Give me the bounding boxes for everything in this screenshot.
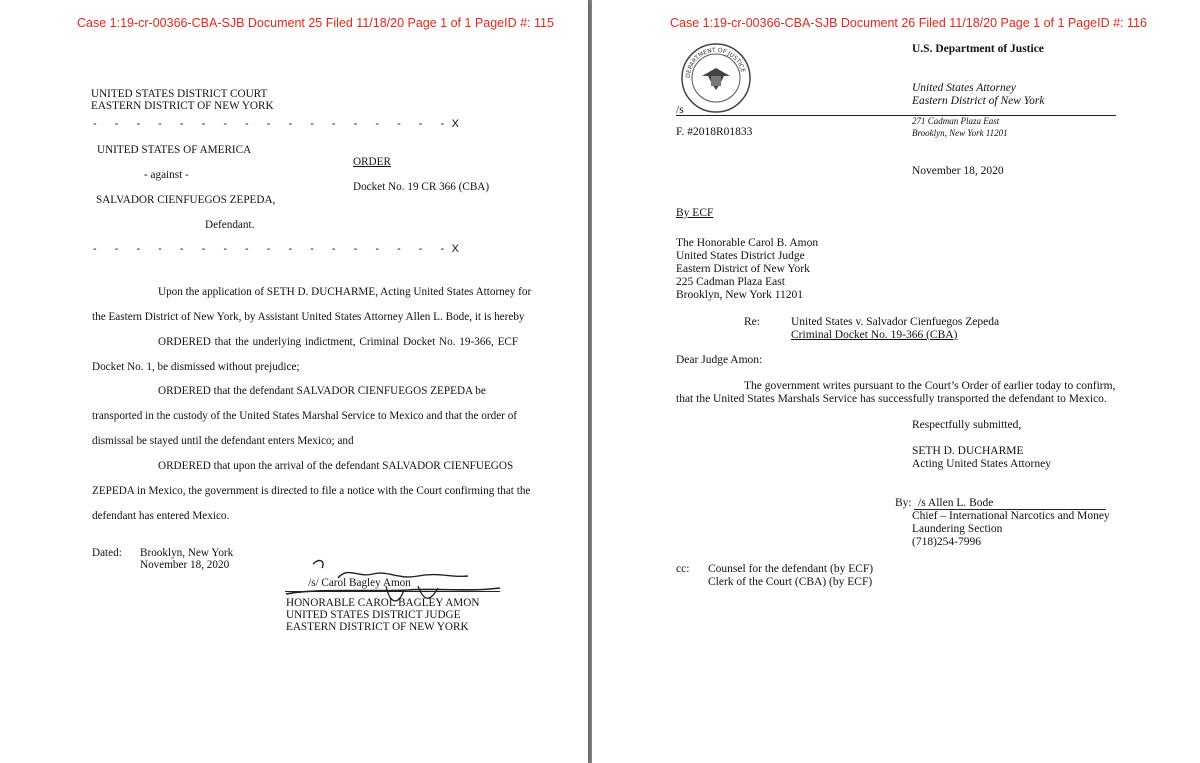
file-number: F. #2018R01833 [676, 126, 753, 138]
order-body-line: ORDERED that upon the arrival of the defendant SALVADOR CIENFUEGOS [158, 460, 514, 472]
signature-text: /s/ Carol Bagley Amon [308, 577, 411, 589]
order-body-line: dismissal be stayed until the defendant enters Mexico; and [92, 435, 354, 447]
salutation: Dear Judge Amon: [676, 354, 763, 366]
recipient-line: Eastern District of New York [676, 263, 810, 275]
attorney-title: Acting United States Attorney [912, 458, 1051, 470]
letter-document-page [592, 0, 1200, 763]
dated-date: November 18, 2020 [140, 559, 230, 571]
address-line1: 271 Cadman Plaza East [912, 116, 1000, 126]
judge-title: UNITED STATES DISTRICT JUDGE [286, 609, 461, 621]
attorney-name: SETH D. DUCHARME [912, 445, 1024, 457]
caption-divider-bottom: - - - - - - - - - - - - - - - - -X [93, 243, 467, 255]
recipient-line: The Honorable Carol B. Amon [676, 237, 819, 249]
seal-lettering: DEPARTMENT OF JUSTICE [684, 46, 747, 79]
signer-phone: (718)254-7996 [912, 536, 981, 548]
re-line1: United States v. Salvador Cienfuegos Zepeda [791, 316, 1000, 328]
closing: Respectfully submitted, [912, 419, 1022, 431]
case-header: Case 1:19-cr-00366-CBA-SJB Document 25 Filed 11/18/20 Page 1 of 1 PageID #: 115 [77, 16, 554, 30]
cc-label: cc: [676, 563, 690, 575]
judge-district: EASTERN DISTRICT OF NEW YORK [286, 621, 469, 633]
defendant-name: SALVADOR CIENFUEGOS ZEPEDA, [96, 194, 276, 206]
against-text: - against - [144, 169, 189, 181]
docket-number: Docket No. 19 CR 366 (CBA) [353, 181, 490, 193]
court-name-line1: UNITED STATES DISTRICT COURT [91, 88, 268, 100]
attorney-initials: /s [676, 104, 684, 116]
re-label: Re: [744, 316, 760, 328]
order-body-line: ORDERED that the defendant SALVADOR CIENFUEGOS ZEPEDA be [158, 385, 486, 397]
department-name: U.S. Department of Justice [912, 43, 1044, 55]
by-signature: /s Allen L. Bode [918, 497, 994, 509]
by-label: By: [895, 497, 912, 509]
order-document-page [0, 0, 588, 763]
signer-title1: Chief – International Narcotics and Money [912, 510, 1110, 522]
letter-date: November 18, 2020 [912, 165, 1004, 177]
order-body-line: the Eastern District of New York, by Assistant United States Attorney Allen L. Bode, it is hereby [92, 311, 525, 323]
address-line2: Brooklyn, New York 11201 [912, 128, 1008, 138]
caption-divider-top: - - - - - - - - - - - - - - - - -X [93, 118, 467, 130]
office-line2: Eastern District of New York [912, 95, 1045, 107]
dated-label: Dated: [92, 547, 122, 559]
plaintiff-name: UNITED STATES OF AMERICA [97, 144, 252, 156]
recipient-line: United States District Judge [676, 250, 805, 262]
court-name-line2: EASTERN DISTRICT OF NEW YORK [91, 100, 274, 112]
recipient-line: Brooklyn, New York 11201 [676, 289, 804, 301]
case-header: Case 1:19-cr-00366-CBA-SJB Document 26 Filed 11/18/20 Page 1 of 1 PageID #: 116 [670, 16, 1147, 30]
letter-body-line: The government writes pursuant to the Court’s Order of earlier today to confirm, [744, 380, 1116, 392]
by-ecf: By ECF [676, 207, 714, 219]
recipient-line: 225 Cadman Plaza East [676, 276, 785, 288]
order-title: ORDER [353, 156, 391, 168]
order-body-line: ZEPEDA in Mexico, the government is directed to file a notice with the Court confirming that the [92, 485, 531, 497]
order-body-line: transported in the custody of the United States Marshal Service to Mexico and that the order of [92, 410, 518, 422]
office-line1: United States Attorney [912, 82, 1016, 94]
defendant-label: Defendant. [205, 219, 255, 231]
letter-body-line: that the United States Marshals Service has successfully transported the defendant to Mexico. [676, 393, 1107, 405]
order-body-line: ORDERED that the underlying indictment, Criminal Docket No. 19-366, ECF [158, 336, 519, 348]
order-body-line: Docket No. 1, be dismissed without prejudice; [92, 361, 300, 373]
order-body-line: Upon the application of SETH D. DUCHARME, Acting United States Attorney for [158, 286, 532, 298]
judge-name: HONORABLE CAROL BAGLEY AMON [286, 597, 480, 609]
dated-place: Brooklyn, New York [140, 547, 234, 559]
doj-seal-icon [680, 42, 752, 114]
signer-title2: Laundering Section [912, 523, 1003, 535]
re-line2: Criminal Docket No. 19-366 (CBA) [791, 329, 958, 341]
cc-line: Clerk of the Court (CBA) (by ECF) [708, 576, 873, 588]
order-body-line: defendant has entered Mexico. [92, 510, 230, 522]
cc-line: Counsel for the defendant (by ECF) [708, 563, 874, 575]
